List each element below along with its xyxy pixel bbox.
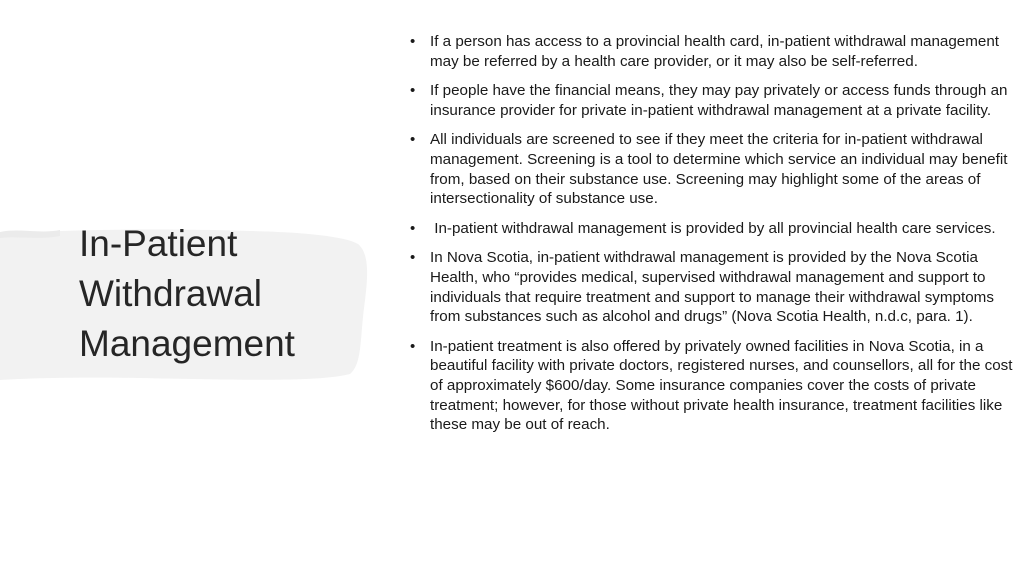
bullet-item-screening bbox=[410, 130, 1020, 208]
bullet-text: In Nova Scotia, in-patient withdrawal management is provided by the Nova Scotia Health, who “provides medical, supervised withdrawal management and support to individuals that require treatment and support to manage their withdrawal symptoms from substances such as alcohol and drugs” (Nova Scotia Health, n.d.c, para. 1). bbox=[430, 249, 994, 326]
bullet-text: In-patient treatment is also offered by privately owned facilities in Nova Scotia, in a beautiful facility with private doctors, registered nurses, and counsellors, all for the cost of approximately $600/day. Some insurance companies cover the costs of private treatment; however, for those without private health insurance, treatment facilities like these may be out of reach. bbox=[430, 337, 1013, 434]
bullet-item-nova-scotia bbox=[410, 248, 1020, 326]
bullet-marker: • bbox=[410, 337, 416, 355]
slide-title-line-2: Withdrawal bbox=[79, 273, 262, 314]
bullet-list bbox=[410, 32, 1020, 445]
bullet-item-provincial-services bbox=[410, 219, 1020, 239]
bullet-marker: • bbox=[410, 249, 416, 267]
brush-stroke-texture bbox=[0, 230, 60, 238]
bullet-text: All individuals are screened to see if they meet the criteria for in-patient withdrawal management. Screening is a tool to determine which service an individual may benefit from, based on their substance use. Screening may highlight some of the areas of intersectionality of substance use. bbox=[430, 131, 1008, 208]
bullet-text: If people have the financial means, they may pay privately or access funds through an insurance provider for private in-patient withdrawal management at a private facility. bbox=[430, 82, 1008, 119]
slide-title-line-3: Management bbox=[79, 323, 295, 364]
bullet-marker: • bbox=[410, 131, 416, 149]
slide-title bbox=[79, 219, 379, 369]
slide-title-line-1: In-Patient bbox=[79, 223, 238, 264]
bullet-text: In-patient withdrawal management is provided by all provincial health care services. bbox=[430, 219, 996, 237]
bullet-marker: • bbox=[410, 33, 416, 50]
bullet-item-private-facilities bbox=[410, 337, 1020, 435]
bullet-marker: • bbox=[410, 219, 416, 237]
bullet-item-financial-means bbox=[410, 81, 1020, 120]
bullet-item-health-card bbox=[410, 32, 1020, 71]
bullet-marker: • bbox=[410, 82, 416, 100]
bullet-text: If a person has access to a provincial health card, in-patient withdrawal management may be referred by a health care provider, or it may also be self-referred. bbox=[430, 33, 999, 70]
